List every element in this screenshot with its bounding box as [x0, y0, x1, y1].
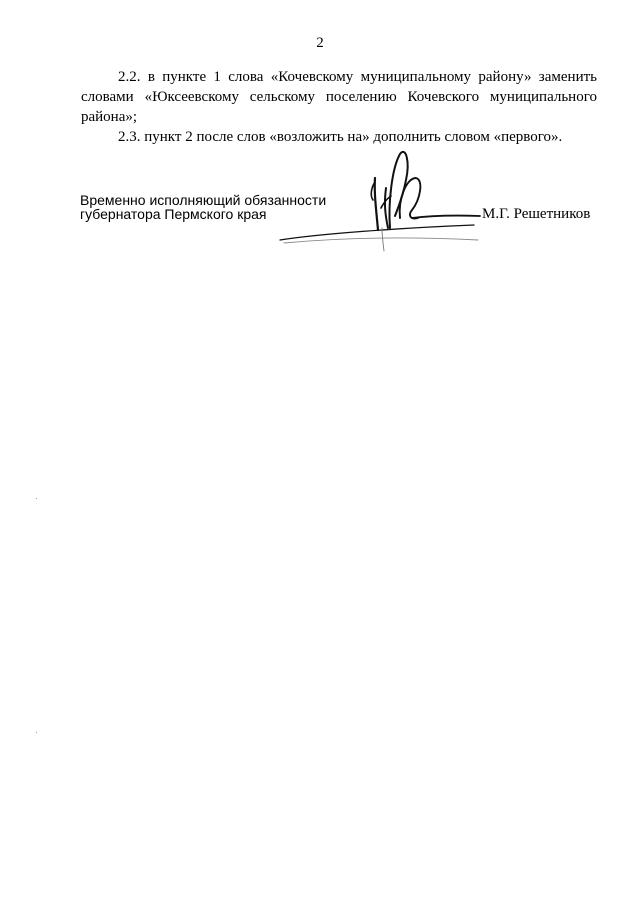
page-number: 2	[316, 35, 324, 51]
handwritten-signature-icon	[278, 148, 493, 253]
scan-artifact	[36, 498, 37, 499]
paragraph-2-3: 2.3. пункт 2 после слов «возложить на» дополнить словом «первого».	[118, 129, 563, 145]
document-body	[81, 67, 597, 147]
signer-name: М.Г. Решетников	[482, 206, 591, 222]
signer-title-line-2: губернатора Пермского края	[80, 206, 267, 222]
signer-title-line-1: Временно исполняющий обязанности	[80, 192, 327, 208]
scan-artifact	[36, 732, 37, 733]
paragraph-2-2: 2.2. в пункте 1 слова «Кочевскому муниципальному району» заменить словами «Юксеевскому сельскому поселению Кочевского муниципального района»;	[81, 69, 597, 125]
